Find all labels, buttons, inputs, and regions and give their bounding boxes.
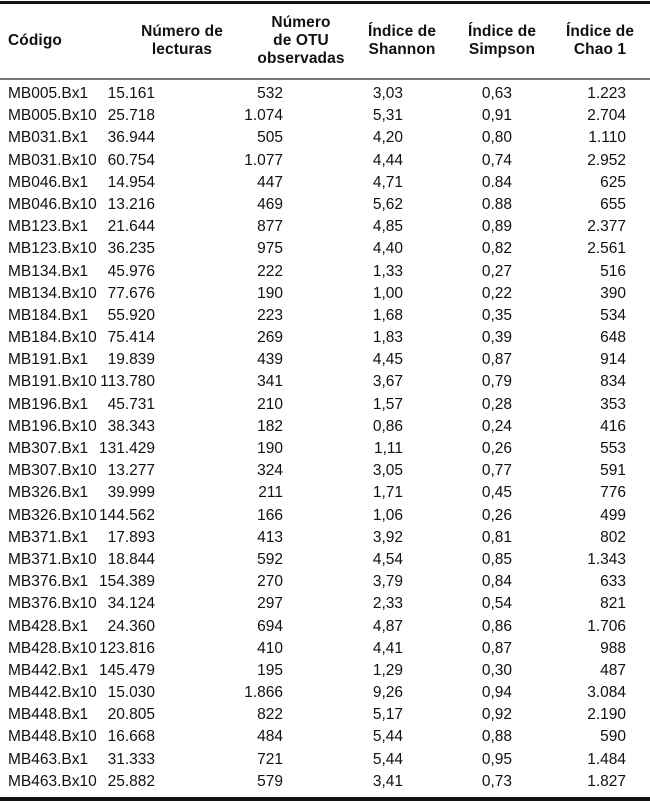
table-row xyxy=(0,527,650,549)
cell-shannon: 4,40 xyxy=(372,240,403,258)
cell-chao1: 821 xyxy=(600,595,626,613)
cell-otu: 447 xyxy=(257,173,283,191)
cell-simpson: 0,86 xyxy=(481,617,512,635)
cell-codigo: MB371.Bx1 xyxy=(8,528,89,546)
header-row xyxy=(0,4,650,78)
table-row xyxy=(0,238,650,260)
cell-shannon: 1,68 xyxy=(372,306,403,324)
cell-chao1: 591 xyxy=(600,462,626,480)
cell-otu: 324 xyxy=(257,462,283,480)
cell-otu: 269 xyxy=(257,329,283,347)
header-codigo xyxy=(8,4,62,78)
cell-lecturas: 19.839 xyxy=(107,351,155,369)
cell-chao1: 648 xyxy=(600,329,626,347)
table-row xyxy=(0,393,650,415)
cell-codigo: MB196.Bx1 xyxy=(8,395,89,413)
cell-codigo: MB184.Bx1 xyxy=(8,306,89,324)
header-line: Número de xyxy=(141,23,223,40)
cell-simpson: 0,24 xyxy=(481,417,512,435)
table-row xyxy=(0,460,650,482)
cell-chao1: 914 xyxy=(600,351,626,369)
cell-lecturas: 154.389 xyxy=(98,573,155,591)
cell-simpson: 0,95 xyxy=(481,750,512,768)
table-row xyxy=(0,305,650,327)
cell-shannon: 3,03 xyxy=(372,85,403,102)
cell-chao1: 516 xyxy=(600,262,626,280)
cell-lecturas: 36.944 xyxy=(107,129,155,147)
cell-lecturas: 13.216 xyxy=(107,195,155,213)
header-chao1 xyxy=(540,4,650,78)
table-row xyxy=(0,504,650,526)
cell-shannon: 1,29 xyxy=(372,661,403,679)
cell-codigo: MB196.Bx10 xyxy=(8,417,97,435)
table-row xyxy=(0,78,650,105)
cell-chao1: 1.827 xyxy=(587,772,626,790)
cell-lecturas: 131.429 xyxy=(98,440,155,457)
cell-codigo: MB376.Bx1 xyxy=(8,573,89,591)
header-line: Simpson xyxy=(468,41,536,58)
cell-chao1: 1.110 xyxy=(588,129,626,147)
cell-simpson: 0,26 xyxy=(481,506,512,524)
cell-lecturas: 113.780 xyxy=(100,373,155,391)
cell-lecturas: 18.844 xyxy=(107,550,155,568)
header-line: lecturas xyxy=(151,41,213,58)
cell-simpson: 0,27 xyxy=(481,262,512,280)
cell-otu: 190 xyxy=(257,440,283,457)
cell-chao1: 802 xyxy=(600,528,626,546)
cell-simpson: 0.88 xyxy=(481,195,512,213)
cell-simpson: 0.84 xyxy=(481,173,512,191)
cell-codigo: MB326.Bx1 xyxy=(8,484,89,502)
cell-shannon: 4,87 xyxy=(372,617,403,635)
cell-lecturas: 55.920 xyxy=(107,306,155,324)
cell-shannon: 5,62 xyxy=(372,195,403,213)
table-row xyxy=(0,615,650,637)
cell-codigo: MB442.Bx10 xyxy=(8,684,97,702)
cell-simpson: 0,74 xyxy=(481,151,512,169)
cell-otu: 195 xyxy=(257,661,283,679)
cell-lecturas: 17.893 xyxy=(107,528,155,546)
cell-lecturas: 25.718 xyxy=(107,107,155,125)
cell-otu: 721 xyxy=(257,750,283,768)
cell-otu: 270 xyxy=(257,573,283,591)
cell-otu: 210 xyxy=(257,395,283,413)
cell-otu: 1.077 xyxy=(244,151,283,169)
cell-chao1: 3.084 xyxy=(587,684,626,702)
cell-lecturas: 20.805 xyxy=(107,706,155,724)
cell-simpson: 0,87 xyxy=(481,639,512,657)
cell-shannon: 1,11 xyxy=(373,440,403,457)
cell-simpson: 0,94 xyxy=(481,684,512,702)
cell-simpson: 0,63 xyxy=(481,85,512,102)
table-row xyxy=(0,593,650,615)
cell-chao1: 834 xyxy=(600,373,626,391)
cell-otu: 222 xyxy=(257,262,283,280)
cell-codigo: MB191.Bx10 xyxy=(8,373,97,391)
cell-codigo: MB376.Bx10 xyxy=(8,595,97,613)
cell-simpson: 0,88 xyxy=(481,728,512,746)
cell-codigo: MB134.Bx10 xyxy=(8,284,97,302)
cell-otu: 877 xyxy=(257,218,283,236)
table-body xyxy=(0,78,650,793)
cell-codigo: MB184.Bx10 xyxy=(8,329,97,347)
cell-simpson: 0,91 xyxy=(481,107,512,125)
cell-lecturas: 21.644 xyxy=(107,218,155,236)
cell-codigo: MB463.Bx1 xyxy=(8,750,89,768)
cell-shannon: 3,67 xyxy=(372,373,403,391)
cell-chao1: 416 xyxy=(600,417,626,435)
table-row xyxy=(0,660,650,682)
cell-otu: 592 xyxy=(257,550,283,568)
table-row xyxy=(0,771,650,793)
table-row xyxy=(0,726,650,748)
cell-otu: 410 xyxy=(257,639,283,657)
cell-simpson: 0,85 xyxy=(481,550,512,568)
cell-simpson: 0,28 xyxy=(481,395,512,413)
cell-simpson: 0,80 xyxy=(481,129,512,147)
cell-simpson: 0,22 xyxy=(481,284,512,302)
table-row xyxy=(0,371,650,393)
cell-otu: 413 xyxy=(257,528,283,546)
cell-shannon: 2,33 xyxy=(372,595,403,613)
cell-codigo: MB031.Bx1 xyxy=(8,129,89,147)
cell-simpson: 0,79 xyxy=(481,373,512,391)
table-row xyxy=(0,482,650,504)
cell-lecturas: 144.562 xyxy=(98,506,155,524)
diversity-indices-table xyxy=(0,4,650,793)
cell-simpson: 0,84 xyxy=(481,573,512,591)
cell-codigo: MB448.Bx10 xyxy=(8,728,97,746)
cell-chao1: 2.704 xyxy=(587,107,626,125)
cell-chao1: 1.706 xyxy=(587,617,626,635)
table-row xyxy=(0,260,650,282)
cell-chao1: 776 xyxy=(600,484,626,502)
cell-chao1: 499 xyxy=(600,506,626,524)
header-line: Chao 1 xyxy=(573,41,627,58)
cell-shannon: 4,71 xyxy=(372,173,403,191)
header-line: Número xyxy=(271,14,331,31)
cell-simpson: 0,82 xyxy=(481,240,512,258)
header-line: observadas xyxy=(257,50,345,67)
cell-otu: 1.074 xyxy=(244,107,283,125)
cell-lecturas: 75.414 xyxy=(107,329,155,347)
table-row xyxy=(0,416,650,438)
cell-shannon: 5,17 xyxy=(372,706,403,724)
cell-otu: 211 xyxy=(258,484,283,502)
cell-chao1: 2.952 xyxy=(587,151,626,169)
cell-codigo: MB031.Bx10 xyxy=(8,151,97,169)
cell-shannon: 3,41 xyxy=(372,772,403,790)
cell-shannon: 0,86 xyxy=(372,417,403,435)
table-row xyxy=(0,704,650,726)
cell-codigo: MB123.Bx10 xyxy=(8,240,97,258)
header-line: Índice de xyxy=(367,23,437,40)
cell-lecturas: 14.954 xyxy=(107,173,155,191)
cell-lecturas: 123.816 xyxy=(98,639,155,657)
cell-otu: 484 xyxy=(257,728,283,746)
cell-lecturas: 15.161 xyxy=(107,85,155,102)
cell-shannon: 4,45 xyxy=(372,351,403,369)
table-row xyxy=(0,127,650,149)
cell-lecturas: 24.360 xyxy=(107,617,155,635)
cell-lecturas: 45.731 xyxy=(107,395,155,413)
cell-otu: 579 xyxy=(257,772,283,790)
table-row xyxy=(0,283,650,305)
cell-otu: 439 xyxy=(257,351,283,369)
cell-otu: 166 xyxy=(257,506,283,524)
cell-simpson: 0,54 xyxy=(481,595,512,613)
cell-otu: 822 xyxy=(257,706,283,724)
cell-codigo: MB046.Bx10 xyxy=(8,195,97,213)
cell-codigo: MB428.Bx1 xyxy=(8,617,89,635)
cell-chao1: 553 xyxy=(600,440,626,457)
table-row xyxy=(0,682,650,704)
cell-codigo: MB046.Bx1 xyxy=(8,173,89,191)
cell-shannon: 4,20 xyxy=(372,129,403,147)
cell-codigo: MB448.Bx1 xyxy=(8,706,89,724)
cell-shannon: 1,06 xyxy=(372,506,403,524)
cell-chao1: 655 xyxy=(600,195,626,213)
cell-lecturas: 16.668 xyxy=(107,728,155,746)
cell-simpson: 0,87 xyxy=(481,351,512,369)
cell-chao1: 988 xyxy=(600,639,626,657)
table-row xyxy=(0,438,650,460)
cell-simpson: 0,73 xyxy=(481,772,512,790)
cell-codigo: MB307.Bx10 xyxy=(8,462,97,480)
cell-chao1: 590 xyxy=(600,728,626,746)
cell-shannon: 1,57 xyxy=(372,395,403,413)
cell-lecturas: 77.676 xyxy=(107,284,155,302)
cell-shannon: 4,54 xyxy=(372,550,403,568)
cell-simpson: 0,81 xyxy=(481,528,512,546)
cell-otu: 1.866 xyxy=(244,684,283,702)
cell-otu: 182 xyxy=(257,417,283,435)
cell-chao1: 353 xyxy=(600,395,626,413)
table-row xyxy=(0,349,650,371)
cell-chao1: 1.343 xyxy=(587,550,626,568)
cell-codigo: MB191.Bx1 xyxy=(8,351,89,369)
cell-shannon: 3,79 xyxy=(372,573,403,591)
cell-lecturas: 39.999 xyxy=(107,484,155,502)
cell-shannon: 4,44 xyxy=(372,151,403,169)
cell-chao1: 1.484 xyxy=(587,750,626,768)
cell-shannon: 5,44 xyxy=(372,728,403,746)
header-line: Shannon xyxy=(368,41,436,58)
cell-shannon: 3,05 xyxy=(372,462,403,480)
cell-chao1: 625 xyxy=(600,173,626,191)
cell-simpson: 0,30 xyxy=(481,661,512,679)
cell-simpson: 0,89 xyxy=(481,218,512,236)
cell-lecturas: 145.479 xyxy=(98,661,155,679)
cell-codigo: MB123.Bx1 xyxy=(8,218,89,236)
bottom-rule xyxy=(0,797,650,801)
cell-shannon: 9,26 xyxy=(372,684,403,702)
table-row xyxy=(0,327,650,349)
cell-shannon: 1,83 xyxy=(372,329,403,347)
table-row xyxy=(0,172,650,194)
cell-otu: 505 xyxy=(257,129,283,147)
cell-shannon: 1,71 xyxy=(372,484,403,502)
header-line: Código xyxy=(8,32,62,49)
cell-lecturas: 34.124 xyxy=(107,595,155,613)
cell-shannon: 3,92 xyxy=(372,528,403,546)
cell-otu: 223 xyxy=(257,306,283,324)
cell-chao1: 390 xyxy=(600,284,626,302)
cell-simpson: 0,35 xyxy=(481,306,512,324)
cell-simpson: 0,39 xyxy=(481,329,512,347)
cell-otu: 297 xyxy=(257,595,283,613)
cell-otu: 975 xyxy=(257,240,283,258)
table-row xyxy=(0,149,650,171)
cell-chao1: 633 xyxy=(600,573,626,591)
cell-simpson: 0,92 xyxy=(481,706,512,724)
cell-shannon: 5,44 xyxy=(372,750,403,768)
table-row xyxy=(0,549,650,571)
cell-lecturas: 31.333 xyxy=(107,750,155,768)
cell-lecturas: 45.976 xyxy=(107,262,155,280)
cell-shannon: 4,85 xyxy=(372,218,403,236)
cell-shannon: 4,41 xyxy=(372,639,403,657)
table-row xyxy=(0,571,650,593)
cell-chao1: 2.190 xyxy=(587,706,626,724)
cell-codigo: MB442.Bx1 xyxy=(8,661,89,679)
cell-lecturas: 25.882 xyxy=(107,772,155,790)
cell-simpson: 0,26 xyxy=(481,440,512,457)
header-line: Índice de xyxy=(565,23,635,40)
cell-otu: 469 xyxy=(257,195,283,213)
header-line: Índice de xyxy=(467,23,537,40)
cell-simpson: 0,45 xyxy=(481,484,512,502)
table-row xyxy=(0,748,650,770)
cell-codigo: MB005.Bx1 xyxy=(8,85,89,102)
cell-chao1: 2.377 xyxy=(587,218,626,236)
cell-codigo: MB326.Bx10 xyxy=(8,506,97,524)
cell-codigo: MB463.Bx10 xyxy=(8,772,97,790)
header-numero-lecturas xyxy=(122,4,242,78)
cell-lecturas: 13.277 xyxy=(107,462,155,480)
cell-chao1: 534 xyxy=(600,306,626,324)
cell-shannon: 1,00 xyxy=(372,284,403,302)
cell-codigo: MB371.Bx10 xyxy=(8,550,97,568)
cell-chao1: 487 xyxy=(600,661,626,679)
cell-codigo: MB134.Bx1 xyxy=(8,262,89,280)
cell-lecturas: 60.754 xyxy=(107,151,155,169)
cell-codigo: MB005.Bx10 xyxy=(8,107,97,125)
table-row xyxy=(0,638,650,660)
cell-otu: 532 xyxy=(257,85,283,102)
cell-codigo: MB307.Bx1 xyxy=(8,440,89,457)
cell-simpson: 0,77 xyxy=(481,462,512,480)
cell-lecturas: 36.235 xyxy=(107,240,155,258)
cell-otu: 341 xyxy=(257,373,283,391)
cell-lecturas: 15.030 xyxy=(107,684,155,702)
cell-shannon: 5,31 xyxy=(372,107,403,125)
cell-chao1: 2.561 xyxy=(587,240,626,258)
cell-otu: 190 xyxy=(257,284,283,302)
table-row xyxy=(0,105,650,127)
header-line: de OTU xyxy=(273,32,329,49)
cell-codigo: MB428.Bx10 xyxy=(8,639,97,657)
cell-shannon: 1,33 xyxy=(372,262,403,280)
cell-otu: 694 xyxy=(257,617,283,635)
table-row xyxy=(0,216,650,238)
cell-chao1: 1.223 xyxy=(587,85,626,102)
cell-lecturas: 38.343 xyxy=(107,417,155,435)
table-row xyxy=(0,194,650,216)
